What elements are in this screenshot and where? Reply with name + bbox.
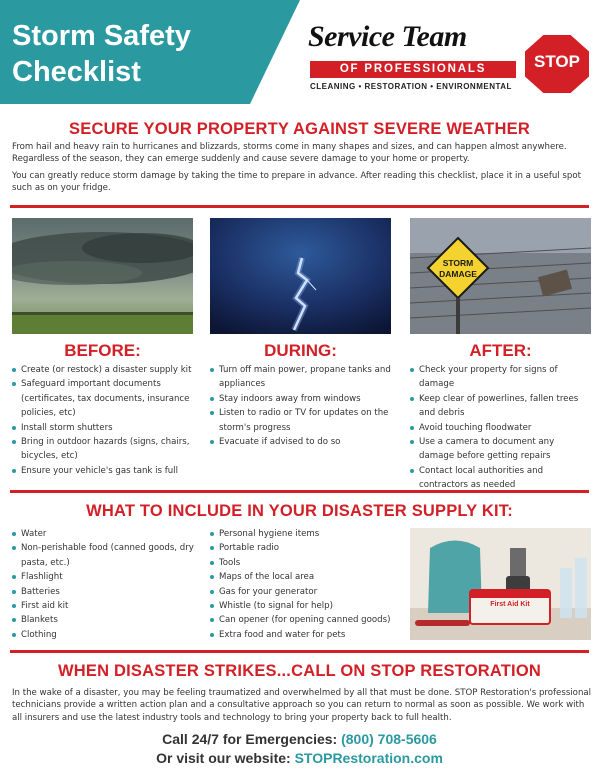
- secure-paragraph-1: From hail and heavy rain to hurricanes and blizzards, storms come in many shapes and sizes, and can happen almost anywhere. Regardless of the season, they can emerge suddenly and cause severe damage to your home or property.: [12, 142, 567, 165]
- strikes-paragraph: In the wake of a disaster, you may be feeling traumatized and overwhelmed by all that must be done. STOP Restoration's professional technicians provide a written action plan and a consultative approach so you can return to normal as soon as possible. We work with all insurers and use the latest industry tools and technology to bring your property back to full health.: [12, 688, 592, 723]
- before-heading: BEFORE:: [64, 341, 141, 360]
- list-item: Use a camera to document any damage before getting repairs: [410, 435, 592, 464]
- list-item: Listen to radio or TV for updates on the storm's progress: [210, 406, 400, 435]
- list-item: Bring in outdoor hazards (signs, chairs, bicycles, etc): [12, 435, 197, 464]
- website-link[interactable]: STOPRestoration.com: [294, 750, 443, 766]
- list-item: Ensure your vehicle's gas tank is full: [12, 464, 197, 478]
- service-team-logo: [304, 10, 594, 98]
- list-item: Turn off main power, propane tanks and appliances: [210, 363, 400, 392]
- list-item: Evacuate if advised to do so: [210, 435, 400, 449]
- list-item: Tools: [210, 556, 405, 570]
- secure-paragraph-2: You can greatly reduce storm damage by taking the time to prepare in advance. After reading this checklist, place it in a useful spot such as on your fridge.: [12, 171, 581, 194]
- list-item: Whistle (to signal for help): [210, 599, 405, 613]
- secure-heading: SECURE YOUR PROPERTY AGAINST SEVERE WEATHER: [69, 120, 530, 138]
- call-label: Call 24/7 for Emergencies:: [162, 731, 338, 747]
- list-item: Flashlight: [12, 570, 202, 584]
- list-item: Safeguard important documents (certificates, tax documents, insurance policies, etc): [12, 377, 197, 420]
- list-item: Check your property for signs of damage: [410, 363, 592, 392]
- list-item: Contact local authorities and contractors as needed: [410, 464, 592, 493]
- list-item: First aid kit: [12, 599, 202, 613]
- logo-bar: OF PROFESSIONALS: [310, 61, 516, 78]
- list-item: Keep clear of powerlines, fallen trees and debris: [410, 392, 592, 421]
- list-item: Batteries: [12, 585, 202, 599]
- phone-link[interactable]: (800) 708-5606: [341, 731, 437, 747]
- list-item: Blankets: [12, 613, 202, 627]
- list-item: Maps of the local area: [210, 570, 405, 584]
- divider: [10, 205, 589, 208]
- kit-list-1: [12, 527, 202, 642]
- damage-sign-line-1: STORM: [442, 258, 474, 268]
- title-line-2: Checklist: [12, 56, 141, 88]
- divider: [10, 650, 589, 653]
- title-banner: [0, 0, 300, 104]
- title-line-1: Storm Safety: [12, 20, 191, 52]
- list-item: Gas for your generator: [210, 585, 405, 599]
- emergency-line: [0, 731, 599, 747]
- stop-sign-text: STOP: [534, 52, 580, 71]
- list-item: Create (or restock) a disaster supply kit: [12, 363, 197, 377]
- divider: [10, 490, 589, 493]
- list-item: Non-perishable food (canned goods, dry pasta, etc.): [12, 541, 202, 570]
- after-heading: AFTER:: [469, 341, 532, 360]
- supply-kit-photo: [410, 528, 591, 640]
- during-heading: DURING:: [264, 341, 337, 360]
- first-aid-label: First Aid Kit: [490, 601, 530, 608]
- logo-tagline: CLEANING • RESTORATION • ENVIRONMENTAL: [310, 82, 512, 91]
- before-list: [12, 363, 197, 478]
- storm-clouds-photo: [12, 218, 193, 334]
- web-label: Or visit our website:: [156, 750, 291, 766]
- list-item: Personal hygiene items: [210, 527, 405, 541]
- list-item: Clothing: [12, 628, 202, 642]
- list-item: Stay indoors away from windows: [210, 392, 400, 406]
- list-item: Portable radio: [210, 541, 405, 555]
- kit-list-2: [210, 527, 405, 642]
- website-line: [0, 750, 599, 766]
- lightning-photo: [210, 218, 391, 334]
- list-item: Extra food and water for pets: [210, 628, 405, 642]
- storm-damage-photo: [410, 218, 591, 334]
- logo-brand: Service Team: [308, 20, 467, 53]
- list-item: Install storm shutters: [12, 421, 197, 435]
- during-list: [210, 363, 400, 449]
- list-item: Avoid touching floodwater: [410, 421, 592, 435]
- page-title: [12, 18, 191, 90]
- strikes-heading: WHEN DISASTER STRIKES...CALL ON STOP RESTORATION: [58, 662, 541, 680]
- kit-heading: WHAT TO INCLUDE IN YOUR DISASTER SUPPLY KIT:: [86, 502, 513, 520]
- list-item: Water: [12, 527, 202, 541]
- list-item: Can opener (for opening canned goods): [210, 613, 405, 627]
- damage-sign-line-2: DAMAGE: [439, 269, 477, 279]
- after-list: [410, 363, 592, 493]
